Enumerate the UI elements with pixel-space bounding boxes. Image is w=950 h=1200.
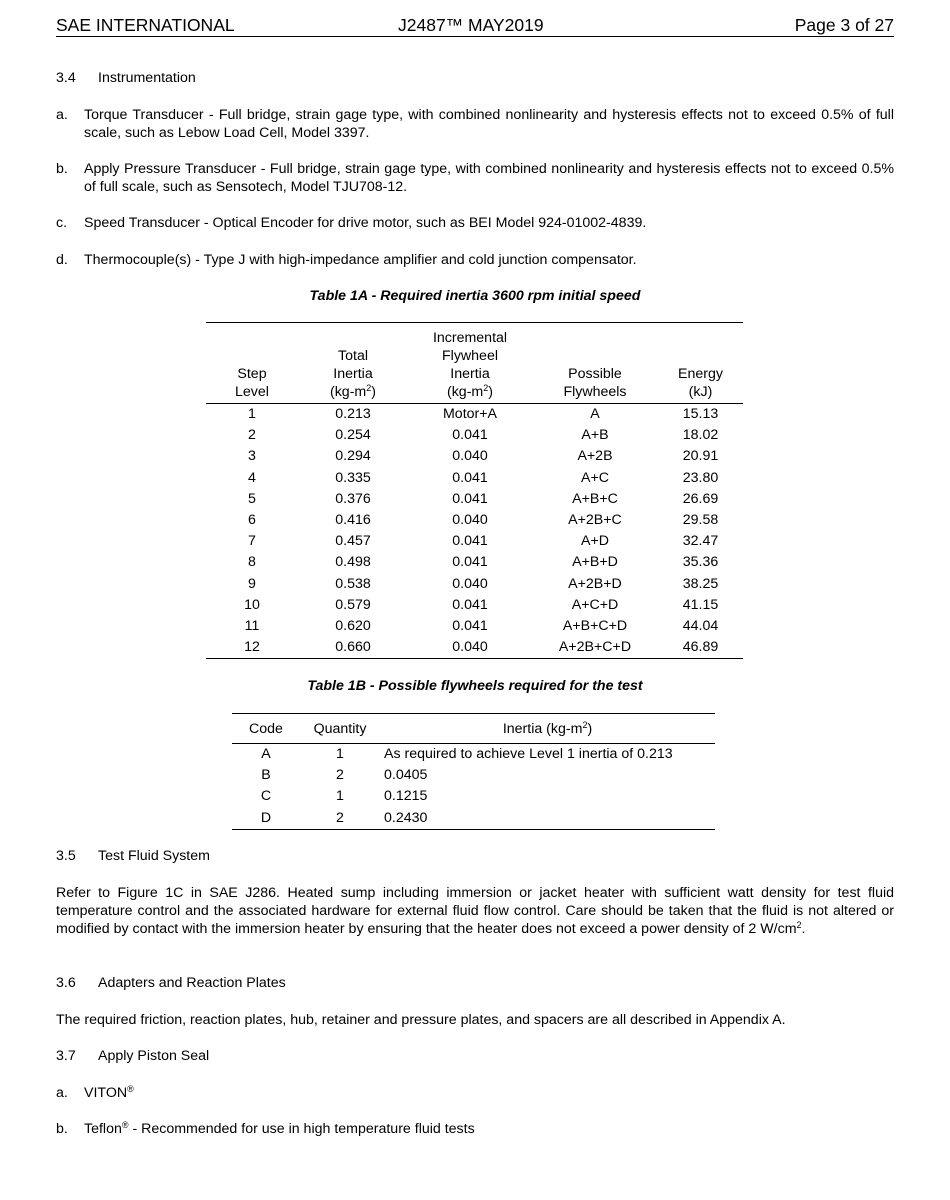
table-header-row — [232, 714, 715, 744]
col-header-step: Step Level — [206, 323, 298, 404]
col-header-quantity: Quantity — [300, 714, 380, 744]
header-organization: SAE INTERNATIONAL — [56, 15, 235, 35]
table-row: 8 0.498 0.041 A+B+D 35.36 — [248, 554, 719, 571]
section-3-4-heading — [56, 69, 196, 87]
list-item-text: Thermocouple(s) - Type J with high-impedance amplifier and cold junction compensator. — [84, 252, 637, 268]
section-number: 3.6 — [56, 975, 76, 991]
list-item — [56, 1084, 894, 1102]
col-header-code: Code — [232, 714, 300, 744]
table-row: A 1 As required to achieve Level 1 inertia of 0.213 — [261, 746, 673, 762]
section-title: Apply Piston Seal — [98, 1048, 210, 1064]
table-row: 5 0.376 0.041 A+B+C 26.69 — [248, 490, 719, 507]
table-row: D 2 0.2430 — [260, 809, 428, 826]
list-item — [56, 160, 894, 196]
list-item — [56, 1120, 894, 1138]
col-header-total-inertia: Total Inertia $(kg-m^2)$ — [298, 323, 408, 404]
table-1b — [232, 713, 715, 830]
header-page-number: Page 3 of 27 — [794, 15, 894, 35]
section-title: Adapters and Reaction Plates — [98, 975, 286, 991]
table-row: 1 0.213 Motor+A A 15.13 — [248, 406, 719, 422]
table-row: 6 0.416 0.040 A+2B+C 29.58 — [248, 512, 719, 529]
list-item-text: Apply Pressure Transducer - Full bridge, strain gage type, with combined nonlinearity and hysteresis effects not to exceed 0.5% of full scale, such as Sensotech, Model TJU708-12. — [84, 161, 894, 195]
section-title: Test Fluid System — [98, 848, 210, 864]
section-number: 3.7 — [56, 1048, 76, 1064]
list-item — [56, 251, 894, 269]
list-item-text: Speed Transducer - Optical Encoder for drive motor, such as BEI Model 924-01002-4839. — [84, 215, 647, 231]
col-header-inertia: Inertia $(kg-m^2)$ — [380, 714, 715, 744]
table-row: 3 0.294 0.040 A+2B 20.91 — [248, 448, 719, 465]
col-header-incremental-inertia: Incremental Flywheel Inertia $(kg-m^2)$ — [408, 323, 532, 404]
list-item — [56, 106, 894, 142]
table-row: C 1 0.1215 — [260, 788, 428, 805]
page-header — [56, 15, 894, 37]
list-item-label: a. — [56, 107, 68, 123]
section-3-6-heading — [56, 974, 286, 992]
table-row: 12 0.660 0.040 A+2B+C+D 46.89 — [244, 639, 719, 656]
table-row: 10 0.579 0.041 A+C+D 41.15 — [244, 596, 719, 613]
col-header-possible-flywheels: Possible Flywheels — [532, 323, 658, 404]
list-item-label: b. — [56, 161, 68, 177]
list-item-text: VITON® — [84, 1084, 134, 1101]
section-number: 3.5 — [56, 848, 76, 864]
list-item-label: a. — [56, 1085, 68, 1101]
table-row: 7 0.457 0.041 A+D 32.47 — [248, 533, 719, 550]
table-1a-caption: Table 1A - Required inertia 3600 rpm initial speed — [309, 288, 641, 304]
list-item-label: d. — [56, 252, 68, 268]
col-header-energy: Energy (kJ) — [658, 323, 743, 404]
header-document-id: J2487™ MAY2019 — [398, 15, 544, 35]
section-3-6-paragraph: The required friction, reaction plates, hub, retainer and pressure plates, and spacers are all described in Appendix A. — [56, 1012, 786, 1028]
table-1b-caption: Table 1B - Possible flywheels required for the test — [307, 678, 643, 694]
list-item-text: Torque Transducer - Full bridge, strain gage type, with combined nonlinearity and hysteresis effects not to exceed 0.5% of full scale, such as Lebow Load Cell, Model 3397. — [84, 107, 894, 141]
list-item-text: Teflon® - Recommended for use in high temperature fluid tests — [84, 1120, 475, 1137]
list-item-label: c. — [56, 215, 68, 231]
table-1a — [206, 322, 743, 659]
table-row: 11 0.620 0.041 A+B+C+D 44.04 — [244, 618, 719, 635]
table-header-row — [206, 323, 743, 404]
table-row: 9 0.538 0.040 A+2B+D 38.25 — [248, 575, 719, 592]
table-row: 2 0.254 0.041 A+B 18.02 — [248, 427, 719, 444]
table-row: B 2 0.0405 — [261, 767, 428, 784]
section-number: 3.4 — [56, 70, 76, 86]
section-3-5-paragraph: Refer to Figure 1C in SAE J286. Heated sump including immersion or jacket heater with sufficient watt density for test fluid temperature control and the associated hardware for external fluid flow control. Care should be taken that the fluid is not altered or modified by contact with the immersion heater by ensuring that the heater does not exceed a power density of 2 $W/cm^2$. — [56, 885, 894, 937]
list-item — [56, 214, 894, 232]
list-item-label: b. — [56, 1121, 68, 1137]
table-row: 4 0.335 0.041 A+C 23.80 — [248, 469, 719, 486]
section-3-7-heading — [56, 1047, 209, 1065]
section-title: Instrumentation — [98, 70, 196, 86]
section-3-5-heading — [56, 847, 210, 865]
